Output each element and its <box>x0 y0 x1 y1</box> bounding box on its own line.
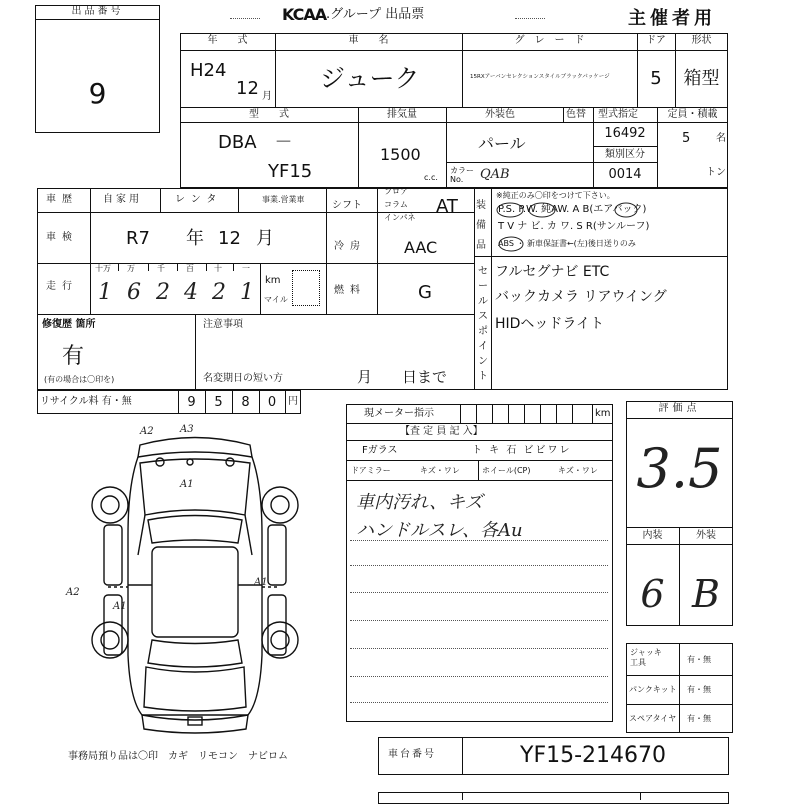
mileage-digit-1k: 2 <box>156 280 170 305</box>
sales-points-label: セールスポイント <box>478 266 488 382</box>
rating-label: 評価点 <box>658 403 701 414</box>
ac-label: 冷房 <box>334 241 366 252</box>
history-label: 車歴 <box>46 194 78 205</box>
color-change-label: 色替 <box>566 109 586 120</box>
exterior-color-label: 外装色 <box>485 109 515 120</box>
mirror-label: ドアミラー <box>351 466 391 475</box>
car-name: ジューク <box>320 64 420 93</box>
car-damage-diagram <box>80 425 310 745</box>
office-items-note: 事務局預り品は〇印 カギ リモコン ナビロム <box>68 751 288 762</box>
displacement-unit: c.c. <box>424 173 438 182</box>
sales-point-2: バックカメラ リアウイング <box>495 289 667 305</box>
damage-mark-front-left: A2 <box>140 426 154 437</box>
equipment-note: ※純正のみ〇印をつけて下さい。 <box>496 191 615 200</box>
notes-label: 注意事項 <box>203 319 243 330</box>
meter-unit: km <box>595 408 611 419</box>
color-no-value: QAB <box>480 167 510 182</box>
grade-value: 15RXアーバンセレクションスタイルブラックパッケージ <box>470 74 610 80</box>
shift-label: シフト <box>332 200 362 211</box>
damage-mark-left-front: A2 <box>66 587 80 598</box>
year-label: 年 式 <box>207 35 248 46</box>
capacity-label: 定員・積載 <box>667 109 718 120</box>
doors-label: ドア <box>646 35 666 46</box>
repair-label: 修復歴 箇所 <box>42 319 96 330</box>
wheel-options: キズ・ワレ <box>558 466 598 475</box>
repair-value: 有 <box>62 344 85 369</box>
lot-number: 9 <box>88 77 107 110</box>
displacement-label: 排気量 <box>387 109 417 120</box>
interior-grade: 6 <box>640 572 665 616</box>
mileage-unit-1k: 千 <box>157 264 165 273</box>
mileage-digit-1: 1 <box>240 280 254 305</box>
class-value: 0014 <box>608 167 642 182</box>
fuel-value: G <box>418 282 432 303</box>
spare-tire-label: スペアタイヤ <box>629 714 677 723</box>
year-month-unit: 月 <box>262 91 272 102</box>
inspection-year-unit: 年 <box>186 228 204 249</box>
rental-option: レンタ <box>175 194 223 205</box>
sales-point-1: フルセグナビ ETC <box>495 264 610 280</box>
windshield-label: Fガラス <box>362 445 398 456</box>
mileage-unit-1: 一 <box>242 264 250 273</box>
mileage-digit-100k: 1 <box>98 280 112 305</box>
damage-mark-right-side: A1 <box>254 577 268 588</box>
inspection-comment-2: ハンドルスレ、各Au <box>356 520 523 541</box>
mileage-unit-10k: 万 <box>127 264 135 273</box>
business-option: 事業.営業車 <box>262 195 305 204</box>
mileage-unit-100: 百 <box>186 264 194 273</box>
spare-tire-option: 有・無 <box>687 714 711 723</box>
own-use-option: 自家用 <box>103 194 142 205</box>
chassis-number: YF15-214670 <box>520 743 667 768</box>
class-label: 類別区分 <box>605 149 645 160</box>
year-era: H24 <box>190 60 227 81</box>
shape-label: 形状 <box>691 35 712 46</box>
capacity-value: 5 <box>682 131 691 146</box>
inspection-comment-1: 車内汚れ、キズ <box>356 492 483 513</box>
notes-month-unit: 月 <box>357 368 373 386</box>
bottom-box-edge <box>378 792 729 804</box>
puncture-kit-option: 有・無 <box>687 685 711 694</box>
lot-number-label: 出品番号 <box>71 6 124 17</box>
organizer-label: 主催者用 <box>628 8 716 29</box>
recycle-digit-4: 0 <box>267 395 277 410</box>
inspection-month: 12 <box>218 228 241 249</box>
shift-option-floor: フロア <box>384 187 408 196</box>
windshield-options: ト キ 石 ビビワレ <box>472 445 572 456</box>
mileage-digit-10: 2 <box>212 280 226 305</box>
jack-tool-label: ジャッキ 工具 <box>630 648 662 667</box>
inspection-month-unit: 月 <box>256 228 274 249</box>
model-code: YF15 <box>268 161 313 182</box>
mileage-digit-10k: 6 <box>127 280 141 305</box>
mileage-unit-100k: 十万 <box>95 264 111 273</box>
damage-mark-front-right: A3 <box>180 424 194 435</box>
notes-day-unit: 日まで <box>402 368 448 386</box>
equipment-line-2: T V ナ ビ. カ ワ. S R(サンルーフ) <box>498 221 650 232</box>
mirror-options: キズ・ワレ <box>420 466 460 475</box>
inspection-label: 車検 <box>46 232 78 243</box>
notes-short-label: 名変期日の短い方 <box>203 373 283 384</box>
puncture-kit-label: パンクキット <box>629 685 677 694</box>
km-label: km <box>265 275 281 286</box>
damage-mark-hood: A1 <box>180 479 194 490</box>
interior-label: 内装 <box>642 530 663 541</box>
capacity-unit: 名 <box>716 133 726 144</box>
model-prefix: DBA － <box>218 132 293 153</box>
meter-label: 現メーター指示 <box>364 408 434 419</box>
sales-point-3: HIDヘッドライト <box>495 316 605 332</box>
color-no-label: カラー No. <box>450 166 474 184</box>
mileage-unit-10: 十 <box>214 264 222 273</box>
wheel-label: ホイール(CP) <box>482 466 531 475</box>
model-label: 型 式 <box>249 109 289 120</box>
shift-option-column: コラム <box>384 200 408 209</box>
color-value: パール <box>478 134 526 153</box>
inspection-era: R7 <box>126 228 150 249</box>
shift-option-panel: インパネ <box>384 213 416 222</box>
fuel-label: 燃料 <box>334 285 366 296</box>
equipment-line-3: ABS ・ 新車保証書←(左)後日送りのみ <box>498 239 636 248</box>
shape-value: 箱型 <box>683 68 720 89</box>
mileage-digit-100: 4 <box>184 280 198 305</box>
displacement-value: 1500 <box>380 145 421 164</box>
shift-value: AT <box>436 196 458 217</box>
repair-note: (有の場合は〇印を) <box>44 375 115 384</box>
exterior-grade: B <box>692 572 720 616</box>
load-unit: トン <box>706 167 726 178</box>
recycle-unit: 円 <box>288 396 298 407</box>
recycle-label: リサイクル料 有・無 <box>40 396 132 407</box>
car-name-label: 車 名 <box>348 35 389 46</box>
year-month: 12 <box>236 78 259 99</box>
type-designation-value: 16492 <box>604 126 646 141</box>
exterior-label: 外装 <box>696 530 716 541</box>
equipment-line-1: P.S. P.W. 純AW. A B(エアバック) <box>498 204 647 215</box>
inspector-label: 【査 定 員 記 入】 <box>400 426 483 437</box>
recycle-digit-2: 5 <box>214 395 223 410</box>
rating-score: 3.5 <box>636 437 723 500</box>
grade-label: グ レ ー ド <box>514 35 585 46</box>
sheet-title: .グループ 出品票 <box>326 7 425 22</box>
type-designation-label: 型式指定 <box>598 109 638 120</box>
jack-tool-option: 有・無 <box>687 655 711 664</box>
recycle-digit-1: 9 <box>187 395 196 410</box>
damage-mark-left-side: A1 <box>113 601 127 612</box>
mileage-label: 走行 <box>46 281 78 292</box>
equipment-label: 装備品 <box>476 200 486 251</box>
lot-number-box <box>35 5 160 133</box>
mile-label: マイル <box>264 295 288 304</box>
ac-value: AAC <box>404 238 438 257</box>
chassis-number-label: 車台番号 <box>388 749 436 760</box>
doors-value: 5 <box>650 68 662 89</box>
recycle-digit-3: 8 <box>241 395 250 410</box>
brand-logo: KCAA <box>282 5 327 24</box>
